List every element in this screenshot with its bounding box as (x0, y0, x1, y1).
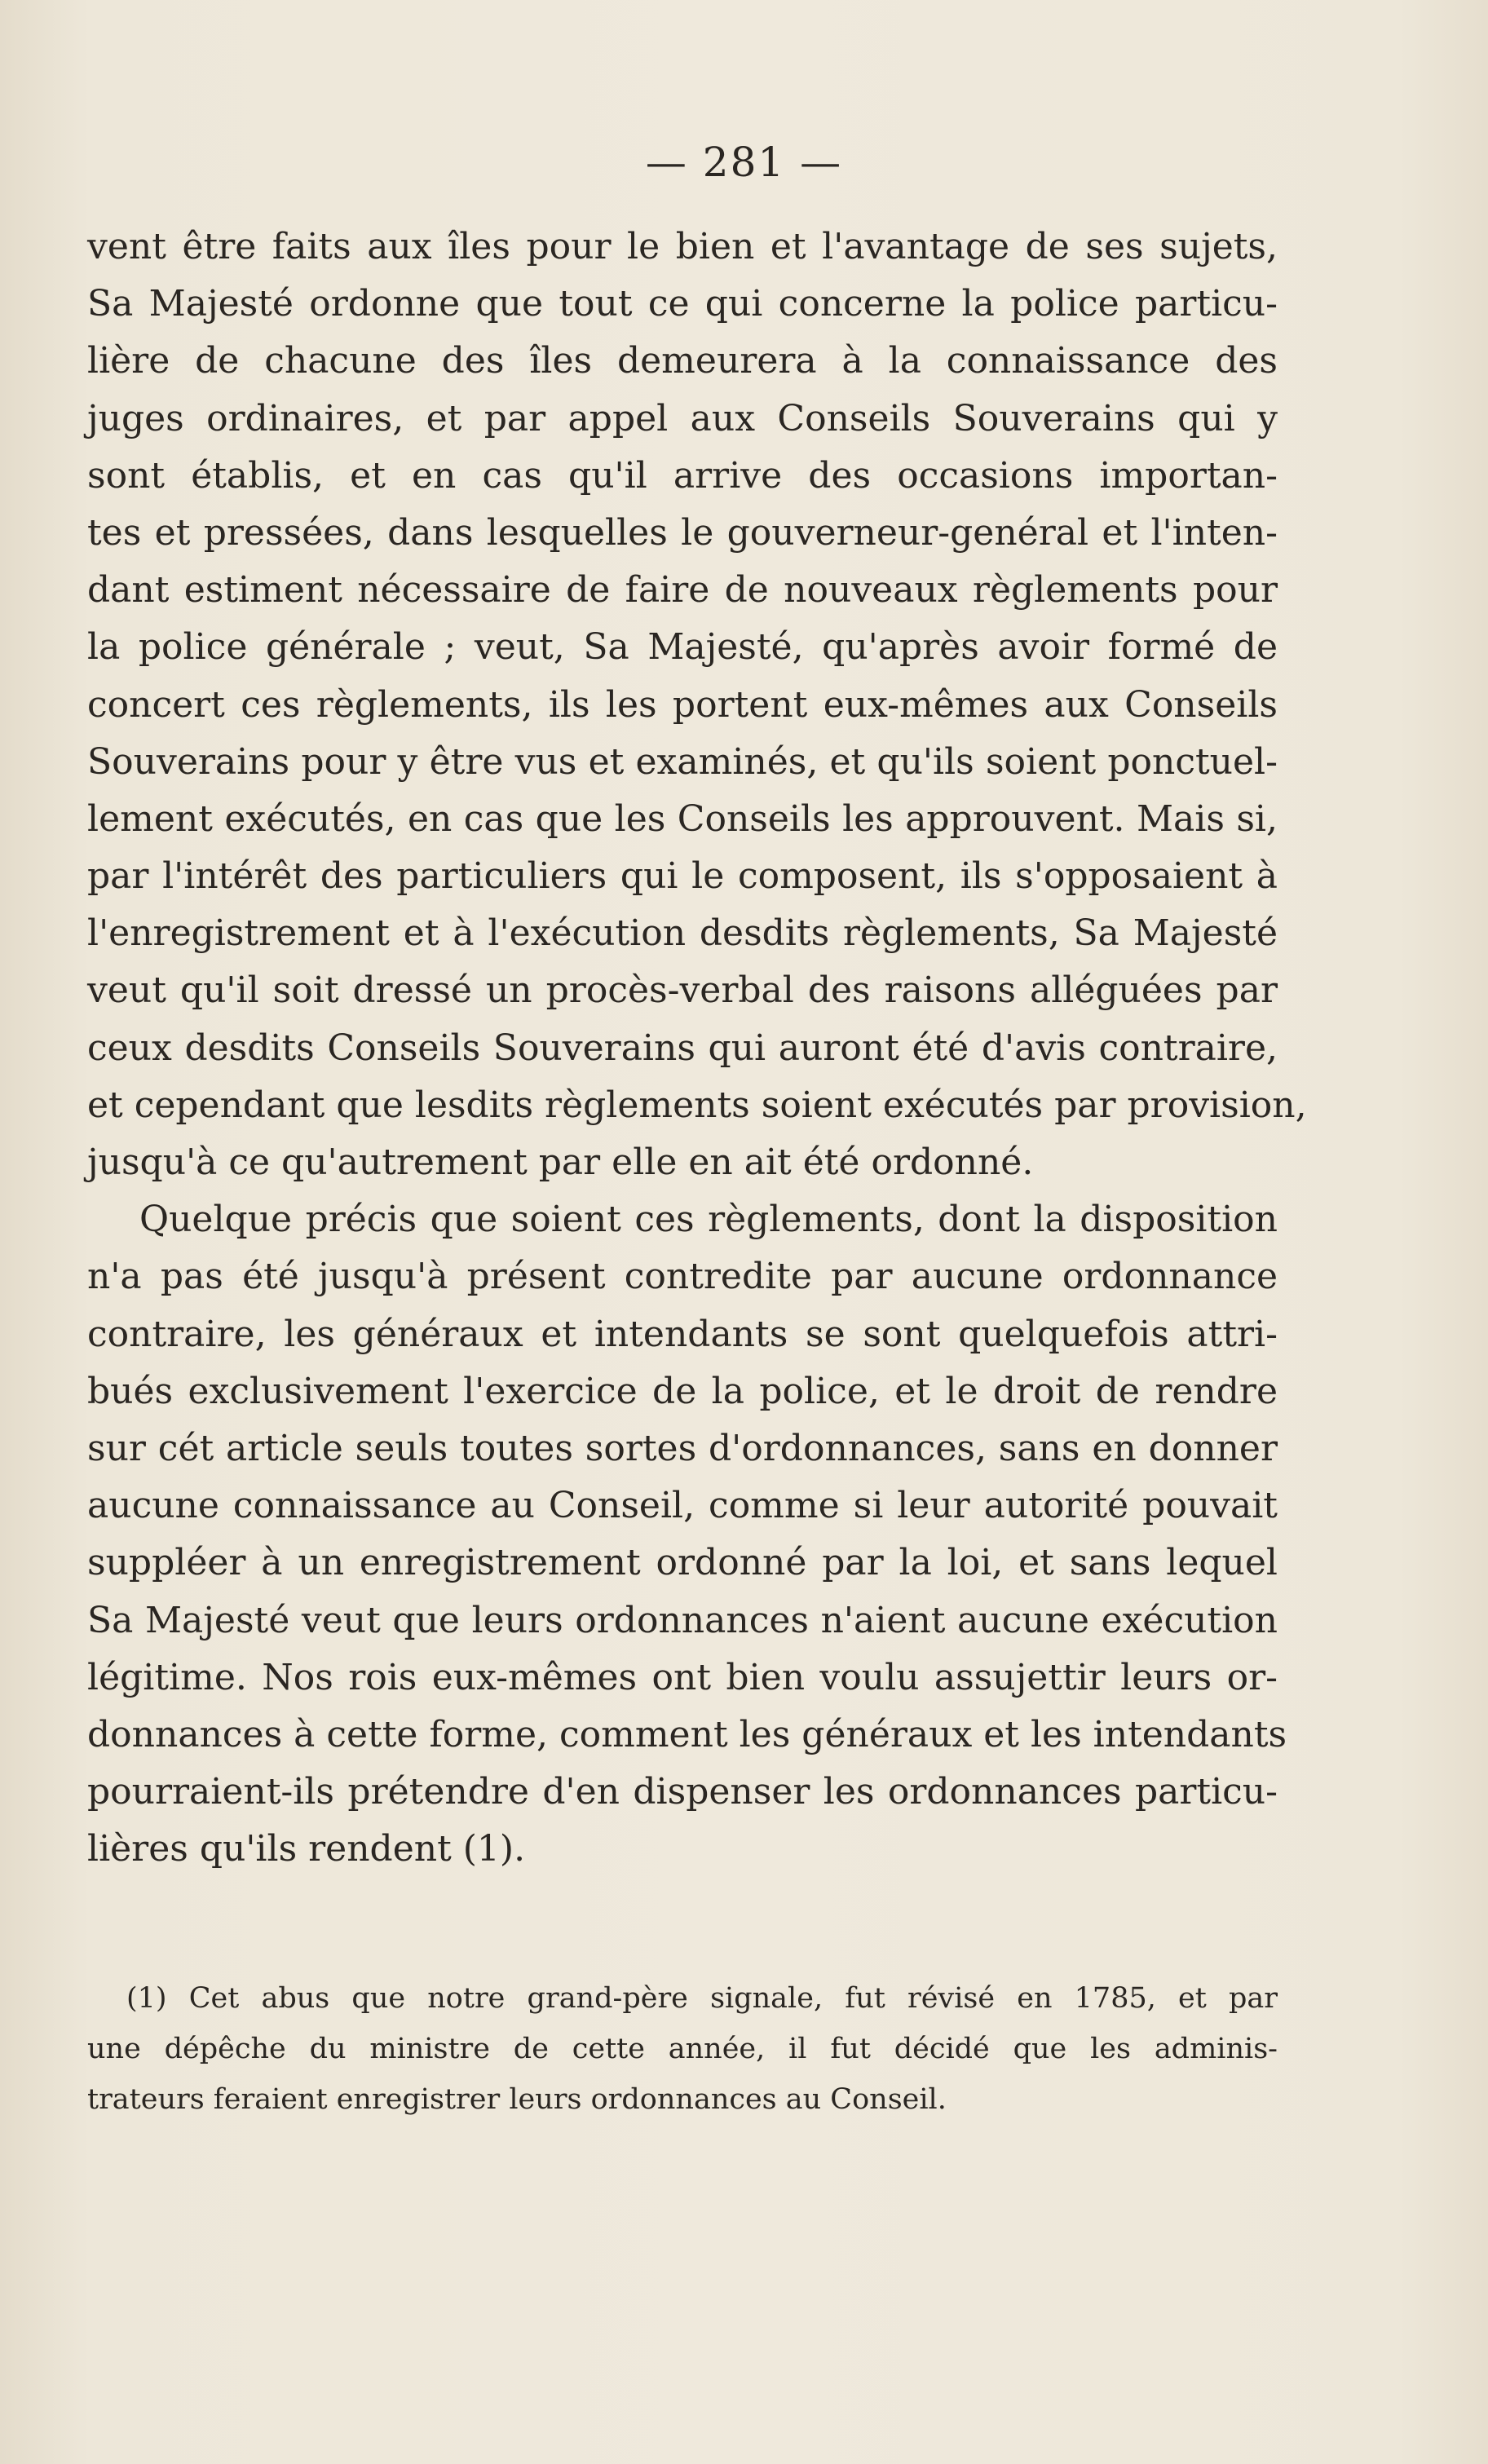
text-line: ceux desdits Conseils Souverains qui auront été d'avis contraire, (87, 1027, 1278, 1069)
text-line: lière de chacune des îles demeurera à la connaissance des (87, 340, 1278, 382)
text-line: n'a pas été jusqu'à présent contredite par aucune ordonnance (87, 1256, 1278, 1298)
page-number: — 281 — (645, 139, 843, 186)
text-line: contraire, les généraux et intendants se sont quelquefois attri- (87, 1313, 1278, 1355)
text-line: par l'intérêt des particuliers qui le composent, ils s'opposaient à (87, 855, 1278, 898)
text-line: aucune connaissance au Conseil, comme si leur autorité pouvait (87, 1485, 1278, 1527)
text-line: sont établis, et en cas qu'il arrive des occasions importan- (87, 454, 1278, 497)
text-line: veut qu'il soit dressé un procès-verbal des raisons alléguées par (87, 969, 1278, 1012)
text-line: vent être faits aux îles pour le bien et l'avantage de ses sujets, (87, 226, 1278, 267)
text-line: suppléer à un enregistrement ordonné par la loi, et sans lequel (87, 1542, 1278, 1584)
text-line: Sa Majesté veut que leurs ordonnances n'aient aucune exécution (87, 1599, 1278, 1641)
footnote (87, 1973, 1278, 2125)
text-line: concert ces règlements, ils les portent eux-mêmes aux Conseils (87, 683, 1278, 726)
text-line: Souverains pour y être vus et examinés, et qu'ils soient ponctuel- (87, 740, 1278, 783)
text-line: juges ordinaires, et par appel aux Conseils Souverains qui y (87, 397, 1278, 439)
text-line: lières qu'ils rendent (1). (87, 1828, 526, 1870)
text-line: sur cét article seuls toutes sortes d'ordonnances, sans en donner (87, 1427, 1278, 1469)
text-line: lement exécutés, en cas que les Conseils les approuvent. Mais si, (87, 797, 1278, 840)
footnote-line: trateurs feraient enregistrer leurs ordonnances au Conseil. (87, 2083, 947, 2116)
text-line: dant estiment nécessaire de faire de nouveaux règlements pour (87, 569, 1278, 612)
text-line: l'enregistrement et à l'exécution desdits règlements, Sa Majesté (87, 912, 1278, 955)
footnote-line: une dépêche du ministre de cette année, il fut décidé que les adminis- (87, 2033, 1278, 2065)
text-line: et cependant que lesdits règlements soient exécutés par provision, (87, 1084, 1307, 1126)
body-text (87, 219, 1307, 1878)
text-line: bués exclusivement l'exercice de la police, et le droit de rendre (87, 1370, 1278, 1412)
footnote-line: (1) Cet abus que notre grand-père signale, fut révisé en 1785, et par (126, 1982, 1278, 2015)
text-line: jusqu'à ce qu'autrement par elle en ait été ordonné. (87, 1141, 1034, 1183)
text-line: Quelque précis que soient ces règlements, dont la disposition (139, 1199, 1278, 1241)
text-line: tes et pressées, dans lesquelles le gouverneur-genéral et l'inten- (87, 511, 1278, 554)
text-line: Sa Majesté ordonne que tout ce qui concerne la police particu- (87, 283, 1278, 325)
text-line: la police générale ; veut, Sa Majesté, qu'après avoir formé de (87, 626, 1278, 669)
text-line: légitime. Nos rois eux-mêmes ont bien voulu assujettir leurs or- (87, 1656, 1278, 1698)
text-line: donnances à cette forme, comment les généraux et les intendants (87, 1713, 1287, 1755)
text-line: pourraient-ils prétendre d'en dispenser les ordonnances particu- (87, 1771, 1278, 1813)
